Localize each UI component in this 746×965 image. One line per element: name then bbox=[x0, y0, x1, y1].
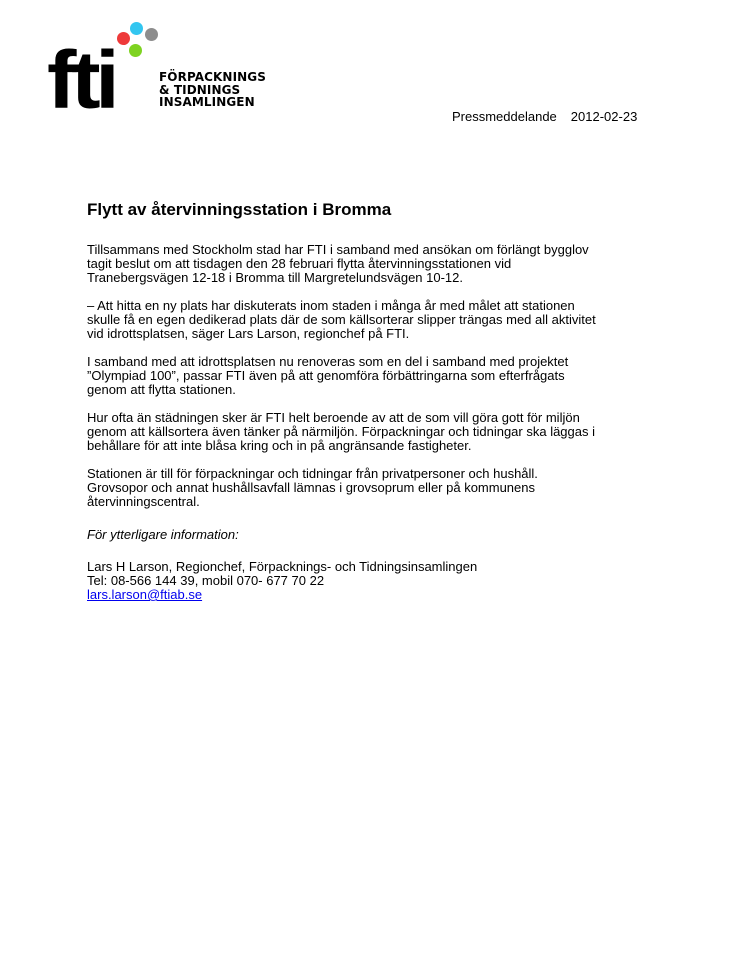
text-line: behållare för att inte blåsa kring och in på angränsande fastigheter. bbox=[87, 438, 472, 453]
page-title: Flytt av återvinningsstation i Bromma bbox=[87, 200, 392, 219]
text-line: genom att flytta stationen. bbox=[87, 382, 236, 397]
logo-dot-red bbox=[117, 32, 130, 45]
article-body bbox=[87, 243, 687, 616]
text-line: Hur ofta än städningen sker är FTI helt beroende av att de som vill göra gott för miljön bbox=[87, 410, 580, 425]
doc-type: Pressmeddelande bbox=[452, 109, 557, 124]
contact-block bbox=[87, 560, 687, 602]
logo-text-line: FÖRPACKNINGS bbox=[159, 70, 266, 84]
logo-text-line: & TIDNINGS bbox=[159, 82, 241, 97]
text-line: genom att källsortera även tänker på närmiljön. Förpackningar och tidningar ska läggas i bbox=[87, 424, 595, 439]
logo-dot-grey bbox=[145, 28, 158, 41]
text-line: – Att hitta en ny plats har diskuterats inom staden i många år med målet att stationen bbox=[87, 298, 575, 313]
paragraph-5 bbox=[87, 467, 687, 509]
text-line: tagit beslut om att tisdagen den 28 februari flytta återvinningsstationen vid bbox=[87, 256, 512, 271]
text-line: skulle få en egen dedikerad plats där de som källsorterar slipper trängas med all aktivitet bbox=[87, 312, 596, 327]
text-line: vid idrottsplatsen, säger Lars Larson, regionchef på FTI. bbox=[87, 326, 410, 341]
fti-logo bbox=[47, 22, 277, 126]
paragraph-1 bbox=[87, 243, 687, 285]
doc-date: 2012-02-23 bbox=[570, 109, 638, 124]
text-line: I samband med att idrottsplatsen nu renoveras som en del i samband med projektet bbox=[87, 354, 569, 369]
contact-email-link[interactable]: lars.larson@ftiab.se bbox=[87, 587, 203, 602]
contact-name: Lars H Larson, Regionchef, Förpacknings- och Tidningsinsamlingen bbox=[87, 559, 478, 574]
paragraph-4 bbox=[87, 411, 687, 453]
text-line: Tranebergsvägen 12-18 i Bromma till Margretelundsvägen 10-12. bbox=[87, 270, 463, 285]
logo-text bbox=[159, 71, 266, 109]
paragraph-3 bbox=[87, 355, 687, 397]
logo-dot-blue bbox=[130, 22, 143, 35]
logo-dot-green bbox=[129, 44, 142, 57]
logo-mark: fti bbox=[47, 35, 115, 126]
text-line: återvinningscentral. bbox=[87, 494, 200, 509]
press-header bbox=[452, 109, 637, 124]
text-line: Grovsopor och annat hushållsavfall lämnas i grovsoprum eller på kommunens bbox=[87, 480, 535, 495]
paragraph-2 bbox=[87, 299, 687, 341]
text-line: Tillsammans med Stockholm stad har FTI i samband med ansökan om förlängt bygglov bbox=[87, 242, 589, 257]
text-line: Stationen är till för förpackningar och tidningar från privatpersoner och hushåll. bbox=[87, 466, 538, 481]
text-line: ”Olympiad 100”, passar FTI även på att genomföra förbättringarna som efterfrågats bbox=[87, 368, 565, 383]
contact-heading: För ytterligare information: bbox=[87, 527, 239, 542]
contact-phone: Tel: 08-566 144 39, mobil 070- 677 70 22 bbox=[87, 573, 325, 588]
logo-text-line: INSAMLINGEN bbox=[159, 95, 255, 109]
